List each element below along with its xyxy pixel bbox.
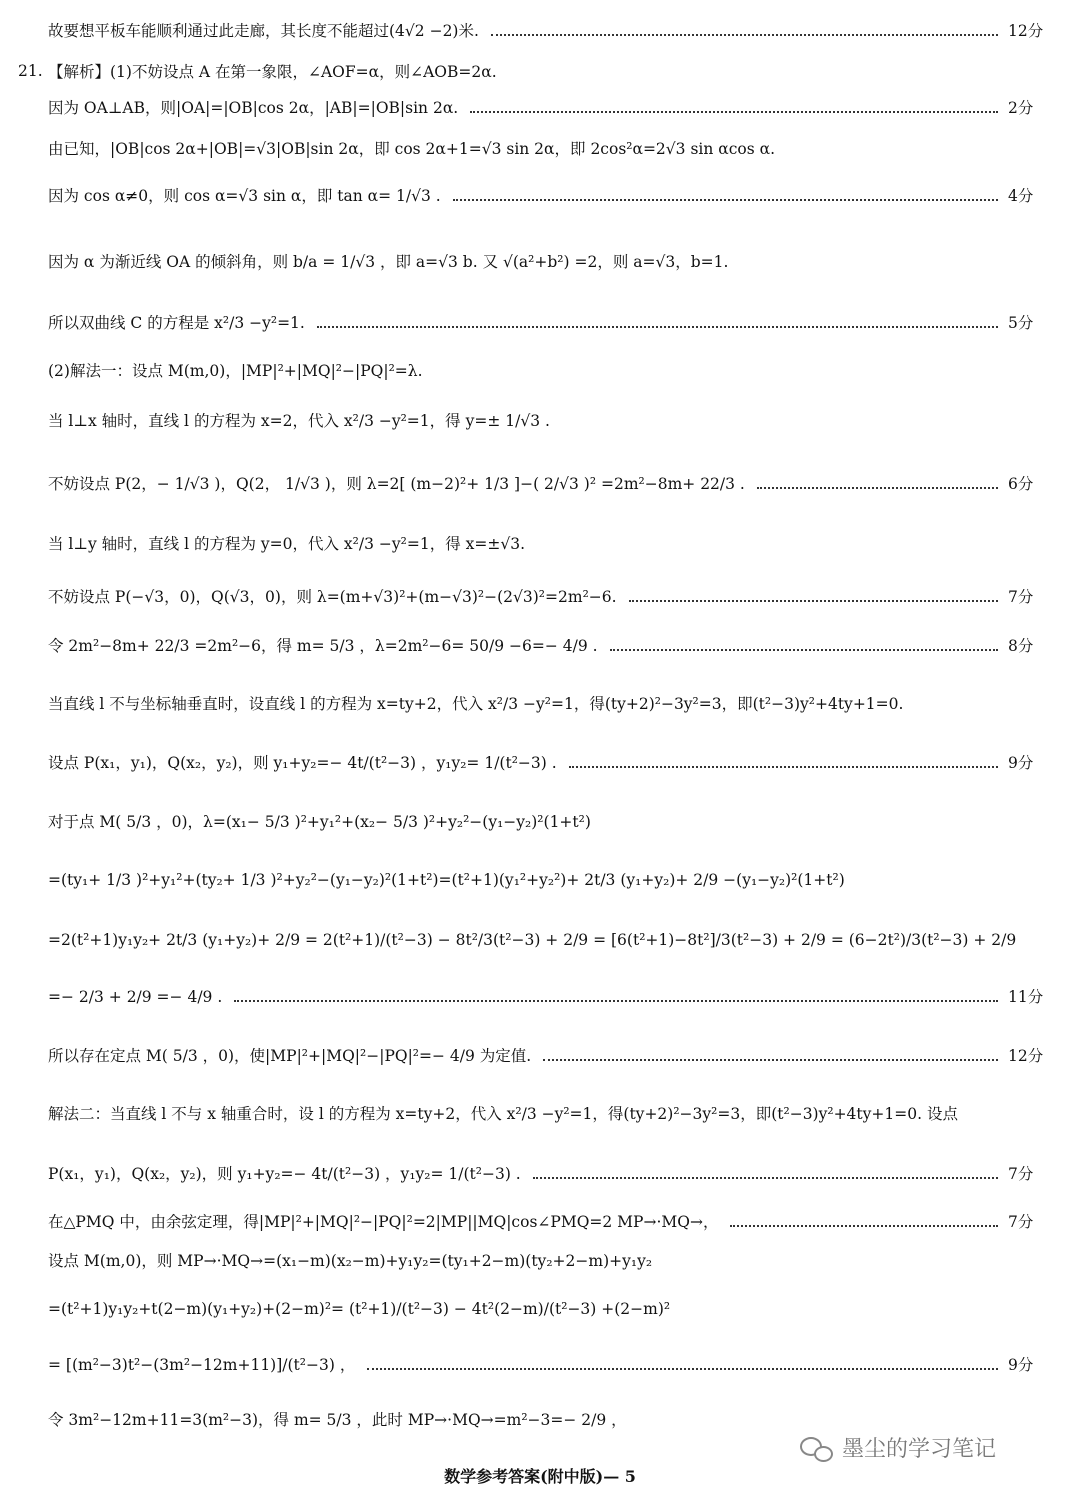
page-footer: 数学参考答案(附中版)— 5 (444, 1467, 636, 1486)
answer-line (0, 1045, 1080, 1067)
line-text: =(t²+1)y₁y₂+t(2−m)(y₁+y₂)+(2−m)²= (t²+1)/(t²−3) − 4t²(2−m)/(t²−3) +(2−m)² (48, 1300, 671, 1318)
line-text: 所以双曲线 C 的方程是 x²/3 −y²=1. (48, 314, 305, 332)
score-label: 5分 (1008, 314, 1034, 332)
line-text: 【解析】(1)不妨设点 A 在第一象限，∠AOF=α，则∠AOB=2α. (48, 63, 497, 81)
question-number: 21. (18, 62, 43, 80)
dotted-leader (730, 1223, 998, 1227)
wechat-icon (800, 1435, 834, 1461)
answer-line (0, 1211, 1080, 1233)
answer-line (0, 811, 1080, 833)
score-label: 7分 (1008, 1165, 1034, 1183)
line-text: 对于点 M( 5/3 ，0)，λ=(x₁− 5/3 )²+y₁²+(x₂− 5/3 )²+y₂²−(y₁−y₂)²(1+t²) (48, 813, 591, 831)
watermark-text: 墨尘的学习笔记 (842, 1437, 997, 1462)
line-text: 当 l⊥x 轴时，直线 l 的方程为 x=2，代入 x²/3 −y²=1，得 y=± 1/√3 . (48, 412, 550, 430)
score-label: 4分 (1008, 187, 1034, 205)
answer-line (0, 929, 1080, 951)
answer-line (0, 752, 1080, 774)
dotted-leader (367, 1366, 998, 1370)
answer-line (0, 312, 1080, 334)
score-label: 9分 (1008, 754, 1034, 772)
line-text: 不妨设点 P(−√3，0)，Q(√3，0)，则 λ=(m+√3)²+(m−√3)²−(2√3)²=2m²−6. (48, 588, 617, 606)
answer-line (0, 533, 1080, 555)
score-label: 7分 (1008, 588, 1034, 606)
line-text: 由已知，|OB|cos 2α+|OB|=√3|OB|sin 2α，即 cos 2α+1=√3 sin 2α，即 2cos²α=2√3 sin αcos α. (48, 140, 776, 158)
dotted-leader (470, 109, 998, 113)
dotted-leader (757, 485, 998, 489)
line-text: 设点 P(x₁，y₁)，Q(x₂，y₂)，则 y₁+y₂=− 4t/(t²−3) ，y₁y₂= 1/(t²−3) . (48, 754, 557, 772)
dotted-leader (610, 647, 998, 651)
score-label: 6分 (1008, 475, 1034, 493)
answer-line (0, 586, 1080, 608)
score-label: 11分 (1008, 988, 1044, 1006)
line-text: 不妨设点 P(2，− 1/√3 )，Q(2， 1/√3 )，则 λ=2[ (m−2)²+ 1/3 ]−( 2/√3 )² =2m²−8m+ 22/3 . (48, 475, 745, 493)
answer-line (0, 1250, 1080, 1272)
score-label: 7分 (1008, 1213, 1034, 1231)
line-text: (2)解法一：设点 M(m,0)，|MP|²+|MQ|²−|PQ|²=λ. (48, 362, 423, 380)
answer-line (0, 185, 1080, 207)
line-text: 因为 α 为渐近线 OA 的倾斜角，则 b/a = 1/√3 ，即 a=√3 b. 又 √(a²+b²) =2，则 a=√3，b=1. (48, 253, 729, 271)
answer-line (0, 1298, 1080, 1320)
answer-line (0, 97, 1080, 119)
line-text: 令 2m²−8m+ 22/3 =2m²−6，得 m= 5/3 ，λ=2m²−6= 50/9 −6=− 4/9 . (48, 637, 598, 655)
dotted-leader (543, 1057, 998, 1061)
score-label: 9分 (1008, 1356, 1034, 1374)
watermark (800, 1432, 996, 1463)
line-text: 解法二：当直线 l 不与 x 轴重合时，设 l 的方程为 x=ty+2，代入 x²/3 −y²=1，得(ty+2)²−3y²=3，即(t²−3)y²+4ty+1=0. 设点 (48, 1105, 958, 1123)
line-text: 故要想平板车能顺利通过此走廊，其长度不能超过(4√2 −2)米. (48, 22, 479, 40)
answer-line (0, 251, 1080, 273)
answer-line (0, 360, 1080, 382)
line-text: 因为 OA⊥AB，则|OA|=|OB|cos 2α，|AB|=|OB|sin 2α. (48, 99, 459, 117)
dotted-leader (453, 197, 998, 201)
dotted-leader (533, 1175, 998, 1179)
score-label: 8分 (1008, 637, 1034, 655)
answer-line (0, 986, 1080, 1008)
score-label: 2分 (1008, 99, 1034, 117)
answer-line (0, 1103, 1080, 1125)
answer-line (0, 869, 1080, 891)
answer-line (0, 20, 1080, 42)
line-text: 因为 cos α≠0，则 cos α=√3 sin α，即 tan α= 1/√3 . (48, 187, 441, 205)
line-text: =2(t²+1)y₁y₂+ 2t/3 (y₁+y₂)+ 2/9 = 2(t²+1)/(t²−3) − 8t²/3(t²−3) + 2/9 = [6(t²+1)−8t²]/3(t²−3) + 2/9 = (6−2t²)/3(t²−3) + 2/9 (48, 931, 1017, 949)
line-text: 当直线 l 不与坐标轴垂直时，设直线 l 的方程为 x=ty+2，代入 x²/3 −y²=1，得(ty+2)²−3y²=3，即(t²−3)y²+4ty+1=0. (48, 695, 904, 713)
line-text: P(x₁，y₁)，Q(x₂，y₂)，则 y₁+y₂=− 4t/(t²−3) ，y₁y₂= 1/(t²−3) . (48, 1165, 521, 1183)
answer-line (0, 138, 1080, 160)
answer-line (0, 693, 1080, 715)
dotted-leader (317, 324, 998, 328)
dotted-leader (569, 764, 998, 768)
dotted-leader (629, 598, 998, 602)
line-text: =− 2/3 + 2/9 =− 4/9 . (48, 988, 223, 1006)
line-text: 在△PMQ 中，由余弦定理，得|MP|²+|MQ|²−|PQ|²=2|MP||MQ|cos∠PMQ=2 MP→·MQ→， (48, 1213, 719, 1231)
line-text: 所以存在定点 M( 5/3 ，0)，使|MP|²+|MQ|²−|PQ|²=− 4/9 为定值. (48, 1047, 532, 1065)
line-text: = [(m²−3)t²−(3m²−12m+11)]/(t²−3) ， (48, 1356, 356, 1374)
answer-line (0, 473, 1080, 495)
line-text: 当 l⊥y 轴时，直线 l 的方程为 y=0，代入 x²/3 −y²=1，得 x=±√3. (48, 535, 525, 553)
answer-line (0, 410, 1080, 432)
answer-line (0, 1354, 1080, 1376)
line-text: 令 3m²−12m+11=3(m²−3)，得 m= 5/3 ，此时 MP→·MQ→=m²−3=− 2/9 ， (48, 1411, 627, 1429)
answer-line (0, 1163, 1080, 1185)
score-label: 12分 (1008, 22, 1044, 40)
score-label: 12分 (1008, 1047, 1044, 1065)
answer-line (0, 61, 1080, 83)
dotted-leader (491, 32, 998, 36)
answer-line (0, 635, 1080, 657)
line-text: 设点 M(m,0)，则 MP→·MQ→=(x₁−m)(x₂−m)+y₁y₂=(ty₁+2−m)(ty₂+2−m)+y₁y₂ (48, 1252, 653, 1270)
dotted-leader (234, 998, 998, 1002)
line-text: =(ty₁+ 1/3 )²+y₁²+(ty₂+ 1/3 )²+y₂²−(y₁−y₂)²(1+t²)=(t²+1)(y₁²+y₂²)+ 2t/3 (y₁+y₂)+ 2/9 −(y₁−y₂)²(1+t²) (48, 871, 845, 889)
answer-line (0, 1409, 1080, 1431)
